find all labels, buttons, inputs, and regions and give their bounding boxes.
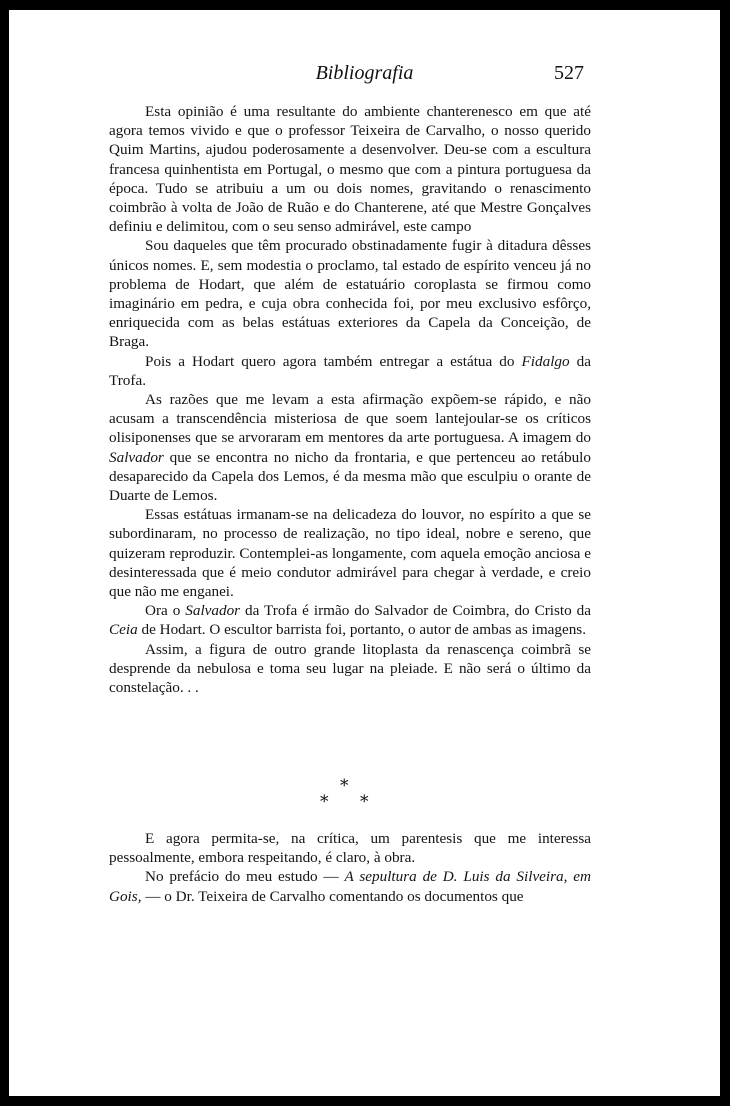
paragraph-4-text: As razões que me levam a esta afirmação expõem-se rápido, e não acusam a transcendência misteriosa de que soem lantejoular-se os críticos olisiponenses que se arvoraram em mentores da arte portuguesa. A imagem do [109, 391, 591, 447]
page-number: 527 [554, 62, 584, 84]
paragraph-3-italic: Fidalgo [521, 352, 570, 370]
paragraph-7: Assim, a figura de outro grande litoplasta da renascença coimbrã se desprende da nebulosa e toma seu lugar na pleiade. E não será o último da constelação. . . [109, 640, 591, 697]
running-title: Bibliografia [315, 62, 414, 84]
paragraph-6-text-mid: da Trofa é irmão do Salvador de Coimbra, do Cristo da [240, 602, 591, 620]
paragraph-3 [109, 352, 591, 390]
paragraph-9 [109, 867, 591, 905]
paragraph-9-text-end: — o Dr. Teixeira de Carvalho comentando os documentos que [141, 887, 524, 905]
asterism-divider [9, 776, 720, 816]
asterism-star-right: * [360, 792, 369, 812]
paragraph-6 [109, 601, 591, 639]
paragraph-5: Essas estátuas irmanam-se na delicadeza do louvor, no espírito a que se subordinaram, no processo de realização, no tipo ideal, nobre e sereno, que quizeram reproduzir. Contemplei-as longamente, com aquela emoção anciosa e desinteressada que é meio condutor admirável para chegar à verdade, e creio que não me enganei. [109, 506, 591, 601]
body-text-top [109, 102, 591, 697]
asterism-star-top: * [340, 776, 349, 796]
paragraph-9-text: No prefácio do meu estudo — [145, 868, 345, 886]
paragraph-9-italic: A sepultura de D. Luis da Silveira, em Gois, [109, 868, 591, 905]
paragraph-8: E agora permita-se, na crítica, um parentesis que me interessa pessoalmente, embora respeitando, é claro, à obra. [109, 830, 591, 867]
body-text-bottom [109, 829, 591, 906]
paragraph-3-text: Pois a Hodart quero agora também entregar a estátua do [145, 352, 522, 370]
paragraph-1: Esta opinião é uma resultante do ambiente chanterenesco em que até agora temos vivido e que o professor Teixeira de Carvalho, o nosso querido Quim Martins, ajudou poderosamente a desenvolver. Deu-se com a escultura francesa quinhentista em Portugal, o mesmo que com a pintura portuguesa da época. Tudo se atribuiu a um ou dois nomes, gravitando o renascimento coimbrão à volta de João de Ruão e do Chanterene, até que Mestre Gonçalves definiu e delimitou, com o seu senso admirável, este campo [109, 103, 591, 236]
paragraph-3-text-end: da Trofa. [109, 352, 591, 389]
asterism-star-left: * [320, 792, 329, 812]
book-page [9, 10, 720, 1096]
paragraph-6-italic-2: Ceia [109, 621, 138, 639]
page-header [9, 62, 720, 92]
paragraph-6-text: Ora o [145, 602, 186, 620]
paragraph-6-italic: Salvador [185, 602, 241, 620]
paragraph-4-text-end: que se encontra no nicho da frontaria, e que pertenceu ao retábulo desaparecido da Capela dos Lemos, é da mesma mão que esculpiu o orante de Duarte de Lemos. [109, 448, 591, 505]
paragraph-2: Sou daqueles que têm procurado obstinadamente fugir à ditadura dêsses únicos nomes. E, sem modestia o proclamo, tal estado de espírito venceu já no problema de Hodart, que além de estatuário coroplasta se firmou como imaginário em pedra, e cuja obra conhecida foi, por meu exclusivo esfôrço, enriquecida com as belas estátuas exteriores da Capela da Conceição, de Braga. [109, 237, 591, 351]
paragraph-4-italic: Salvador [109, 448, 164, 466]
paragraph-6-text-end: de Hodart. O escultor barrista foi, portanto, o autor de ambas as imagens. [137, 621, 587, 639]
paragraph-4 [109, 390, 591, 505]
